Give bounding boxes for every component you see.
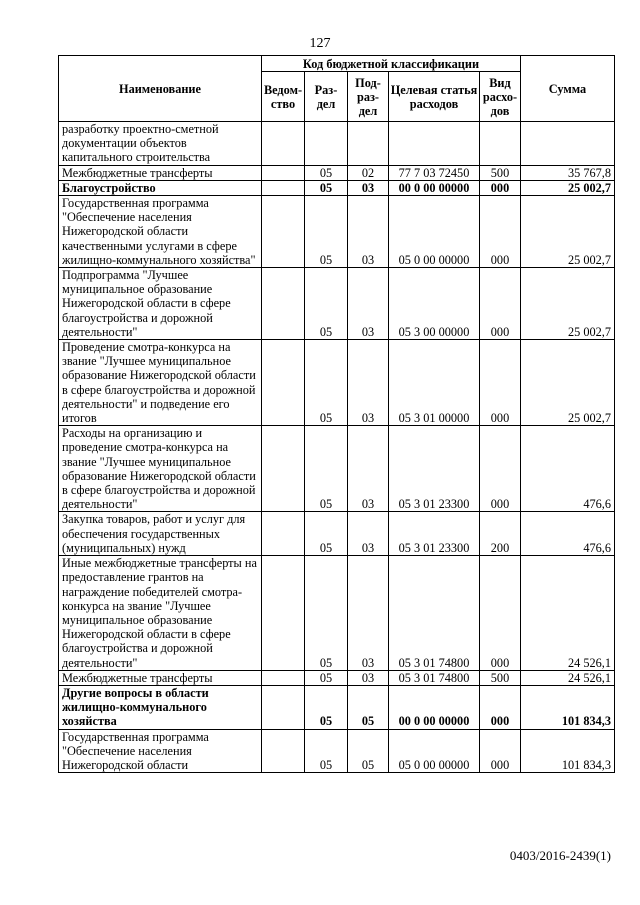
- cell-ved: [262, 340, 305, 426]
- cell-name: Расходы на организацию и проведение смотра-конкурса на звание "Лучшее муниципальное образование Нижегородской области в сфере благоустройства и дорожной деятельности": [59, 426, 262, 512]
- cell-podrazdel: 03: [348, 556, 389, 671]
- cell-csr: 05 3 01 00000: [389, 340, 480, 426]
- cell-sum: 25 002,7: [521, 340, 615, 426]
- header-classification-group: Код бюджетной классификации: [262, 56, 521, 72]
- cell-csr: 05 3 01 74800: [389, 556, 480, 671]
- table-row: [59, 122, 615, 166]
- header-vid: Вид расхо-дов: [480, 72, 521, 122]
- cell-csr: 05 0 00 00000: [389, 196, 480, 268]
- cell-csr: 00 0 00 00000: [389, 180, 480, 195]
- table-row: [59, 556, 615, 671]
- cell-vid: 000: [480, 685, 521, 729]
- document-code: 0403/2016-2439(1): [509, 848, 611, 863]
- cell-vid: 000: [480, 196, 521, 268]
- cell-podrazdel: 03: [348, 512, 389, 556]
- table-row: [59, 426, 615, 512]
- cell-sum: 476,6: [521, 426, 615, 512]
- cell-razdel: 05: [305, 512, 348, 556]
- budget-table: [58, 55, 615, 773]
- cell-ved: [262, 670, 305, 685]
- cell-ved: [262, 729, 305, 773]
- cell-vid: 200: [480, 512, 521, 556]
- cell-podrazdel: [348, 122, 389, 166]
- cell-vid: 000: [480, 180, 521, 195]
- table-row: [59, 512, 615, 556]
- cell-podrazdel: 05: [348, 729, 389, 773]
- table-row: [59, 165, 615, 180]
- cell-vid: 000: [480, 729, 521, 773]
- cell-name: Закупка товаров, работ и услуг для обеспечения государственных (муниципальных) нужд: [59, 512, 262, 556]
- table-row: [59, 729, 615, 773]
- cell-name: Государственная программа "Обеспечение населения Нижегородской области качественными услугами в сфере жилищно-коммунального хозяйства": [59, 196, 262, 268]
- cell-ved: [262, 512, 305, 556]
- cell-name: Подпрограмма "Лучшее муниципальное образование Нижегородской области в сфере благоустройства и дорожной деятельности": [59, 268, 262, 340]
- table-row: [59, 268, 615, 340]
- cell-sum: 25 002,7: [521, 268, 615, 340]
- cell-razdel: 05: [305, 196, 348, 268]
- table-row: [59, 670, 615, 685]
- cell-podrazdel: 03: [348, 196, 389, 268]
- cell-sum: 101 834,3: [521, 685, 615, 729]
- cell-razdel: 05: [305, 426, 348, 512]
- cell-name: Межбюджетные трансферты: [59, 165, 262, 180]
- cell-ved: [262, 426, 305, 512]
- cell-razdel: [305, 122, 348, 166]
- cell-podrazdel: 03: [348, 670, 389, 685]
- cell-ved: [262, 556, 305, 671]
- cell-vid: 000: [480, 426, 521, 512]
- cell-ved: [262, 180, 305, 195]
- cell-csr: 05 3 01 23300: [389, 512, 480, 556]
- cell-sum: 25 002,7: [521, 180, 615, 195]
- cell-csr: [389, 122, 480, 166]
- cell-razdel: 05: [305, 729, 348, 773]
- cell-sum: 24 526,1: [521, 670, 615, 685]
- cell-ved: [262, 685, 305, 729]
- cell-csr: 05 3 00 00000: [389, 268, 480, 340]
- cell-podrazdel: 03: [348, 426, 389, 512]
- cell-podrazdel: 03: [348, 340, 389, 426]
- cell-podrazdel: 03: [348, 180, 389, 195]
- table-row: [59, 180, 615, 195]
- table-body: [59, 122, 615, 773]
- cell-razdel: 05: [305, 180, 348, 195]
- cell-csr: 05 3 01 23300: [389, 426, 480, 512]
- table-row: [59, 196, 615, 268]
- cell-podrazdel: 03: [348, 268, 389, 340]
- cell-vid: 000: [480, 268, 521, 340]
- table-header: [59, 56, 615, 122]
- cell-razdel: 05: [305, 165, 348, 180]
- cell-name: Межбюджетные трансферты: [59, 670, 262, 685]
- cell-podrazdel: 05: [348, 685, 389, 729]
- header-podrazdel: Под-раз-дел: [348, 72, 389, 122]
- cell-razdel: 05: [305, 268, 348, 340]
- cell-ved: [262, 268, 305, 340]
- table-row: [59, 685, 615, 729]
- cell-csr: 05 0 00 00000: [389, 729, 480, 773]
- cell-name: Иные межбюджетные трансферты на предоставление грантов на награждение победителей смотра-конкурса на звание "Лучшее муниципальное образование Нижегородской области в сфере благоустройства и дорожной деятельности": [59, 556, 262, 671]
- header-ved: Ведом-ство: [262, 72, 305, 122]
- cell-name: Другие вопросы в области жилищно-коммунального хозяйства: [59, 685, 262, 729]
- cell-vid: 000: [480, 340, 521, 426]
- cell-razdel: 05: [305, 340, 348, 426]
- page-number: 127: [309, 36, 331, 51]
- header-razdel: Раз-дел: [305, 72, 348, 122]
- cell-ved: [262, 165, 305, 180]
- cell-sum: 25 002,7: [521, 196, 615, 268]
- cell-vid: 500: [480, 670, 521, 685]
- cell-sum: 476,6: [521, 512, 615, 556]
- cell-name: Государственная программа "Обеспечение населения Нижегородской области: [59, 729, 262, 773]
- cell-vid: 500: [480, 165, 521, 180]
- cell-ved: [262, 196, 305, 268]
- table-row: [59, 340, 615, 426]
- cell-vid: 000: [480, 556, 521, 671]
- cell-razdel: 05: [305, 556, 348, 671]
- cell-sum: 24 526,1: [521, 556, 615, 671]
- cell-podrazdel: 02: [348, 165, 389, 180]
- cell-name: Благоустройство: [59, 180, 262, 195]
- cell-ved: [262, 122, 305, 166]
- cell-vid: [480, 122, 521, 166]
- cell-sum: 35 767,8: [521, 165, 615, 180]
- header-csr: Целевая статья расходов: [389, 72, 480, 122]
- cell-name: разработку проектно-сметной документации объектов капитального строительства: [59, 122, 262, 166]
- cell-csr: 00 0 00 00000: [389, 685, 480, 729]
- cell-razdel: 05: [305, 670, 348, 685]
- cell-sum: 101 834,3: [521, 729, 615, 773]
- cell-name: Проведение смотра-конкурса на звание "Лучшее муниципальное образование Нижегородской области в сфере благоустройства и дорожной деятельности" и подведение его итогов: [59, 340, 262, 426]
- header-sum: Сумма: [521, 56, 615, 122]
- cell-razdel: 05: [305, 685, 348, 729]
- header-name: Наименование: [59, 56, 262, 122]
- cell-csr: 77 7 03 72450: [389, 165, 480, 180]
- cell-csr: 05 3 01 74800: [389, 670, 480, 685]
- cell-sum: [521, 122, 615, 166]
